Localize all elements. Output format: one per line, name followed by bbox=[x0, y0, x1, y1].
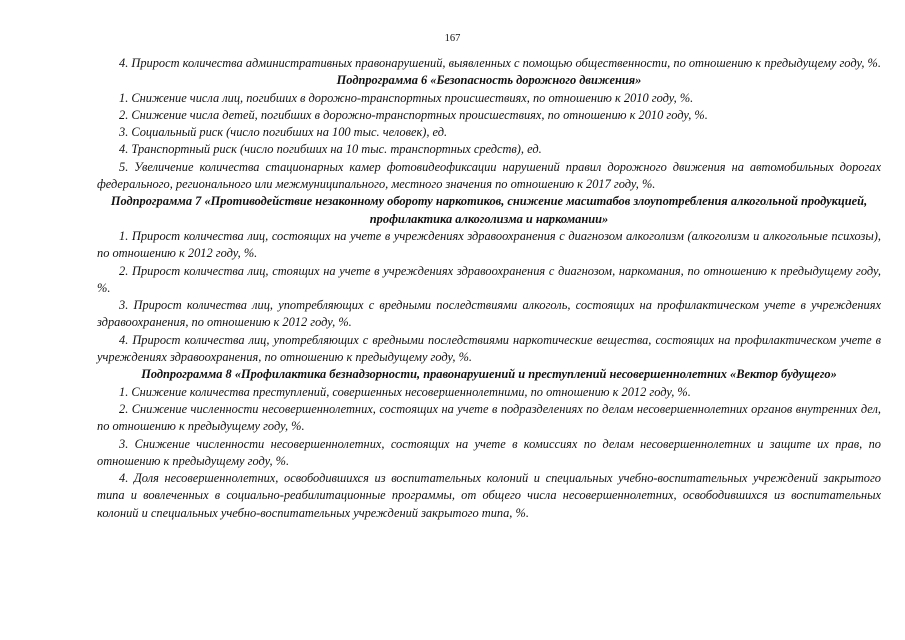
list-item: 3. Социальный риск (число погибших на 100 тыс. человек), ед. bbox=[119, 125, 448, 140]
page-number: 167 bbox=[444, 33, 461, 44]
list-item: 2. Снижение численности несовершеннолетних, состоящих на учете в подразделениях по делам несовершеннолетних органов внутренних дел, по отношению к предыдущему году, %. bbox=[97, 401, 881, 434]
list-item: 4. Прирост количества лиц, употребляющих с вредными последствиями наркотические вещества, состоящих на профилактическом учете в учреждениях здравоохранения, по отношению к предыдущему году, %. bbox=[97, 332, 881, 365]
list-item: 3. Снижение численности несовершеннолетних, состоящих на учете в комиссиях по делам несовершеннолетних и защите их прав, по отношению к предыдущему году, %. bbox=[97, 436, 881, 468]
section-heading: Подпрограмма 6 «Безопасность дорожного движения» bbox=[336, 73, 642, 88]
section-heading: Подпрограмма 7 «Противодействие незаконному обороту наркотиков, снижение масштабов злоупотребления алкогольной продукцией, профилактика алкоголизма и наркомании» bbox=[110, 194, 868, 226]
list-item: 1. Прирост количества лиц, состоящих на учете в учреждениях здравоохранения с диагнозом алкоголизм (алкоголизм и алкогольные психозы), по отношению к 2012 году, %. bbox=[97, 228, 881, 261]
subprogram-8-section bbox=[97, 366, 881, 522]
list-item: 4. Прирост количества административных правонарушений, выявленных с помощью общественности, по отношению к предыдущему году, %. bbox=[119, 56, 881, 70]
list-item: 3. Прирост количества лиц, употребляющих с вредными последствиями алкоголь, состоящих на профилактическом учете в учреждениях здравоохранения, по отношению к 2012 году, %. bbox=[97, 298, 881, 330]
list-item: 2. Снижение числа детей, погибших в дорожно-транспортных происшествиях, по отношению к 2010 году, %. bbox=[119, 107, 708, 122]
document-body bbox=[97, 55, 881, 522]
subprogram-7-section bbox=[97, 193, 881, 366]
list-item: 4. Транспортный риск (число погибших на 10 тыс. транспортных средств), ед. bbox=[119, 142, 542, 157]
subprogram-6-section bbox=[97, 72, 881, 193]
section-heading: Подпрограмма 8 «Профилактика безнадзорности, правонарушений и преступлений несовершеннолетних «Вектор будущего» bbox=[141, 367, 837, 382]
list-item: 4. Доля несовершеннолетних, освободившихся из воспитательных колоний и специальных учебно-воспитательных учреждений закрытого типа и вовлеченных в социально-реабилитационные программы, от общего числа несовершеннолетних, освободившихся из воспитательных колоний и специальных учебно-воспитательных учреждений закрытого типа, %. bbox=[97, 471, 881, 520]
list-item: 1. Снижение числа лиц, погибших в дорожно-транспортных происшествиях, по отношению к 2010 году, %. bbox=[119, 90, 694, 105]
intro-block bbox=[97, 55, 881, 72]
list-item: 2. Прирост количества лиц, стоящих на учете в учреждениях здравоохранения с диагнозом, наркомания, по отношению к предыдущему году, %. bbox=[97, 263, 881, 295]
list-item: 5. Увеличение количества стационарных камер фотовидеофиксации нарушений правил дорожного движения на автомобильных дорогах федерального, регионального или межмуниципального, местного значения по отношению к 2017 году, %. bbox=[97, 159, 881, 192]
list-item: 1. Снижение количества преступлений, совершенных несовершеннолетними, по отношению к 2012 году, %. bbox=[119, 384, 691, 399]
